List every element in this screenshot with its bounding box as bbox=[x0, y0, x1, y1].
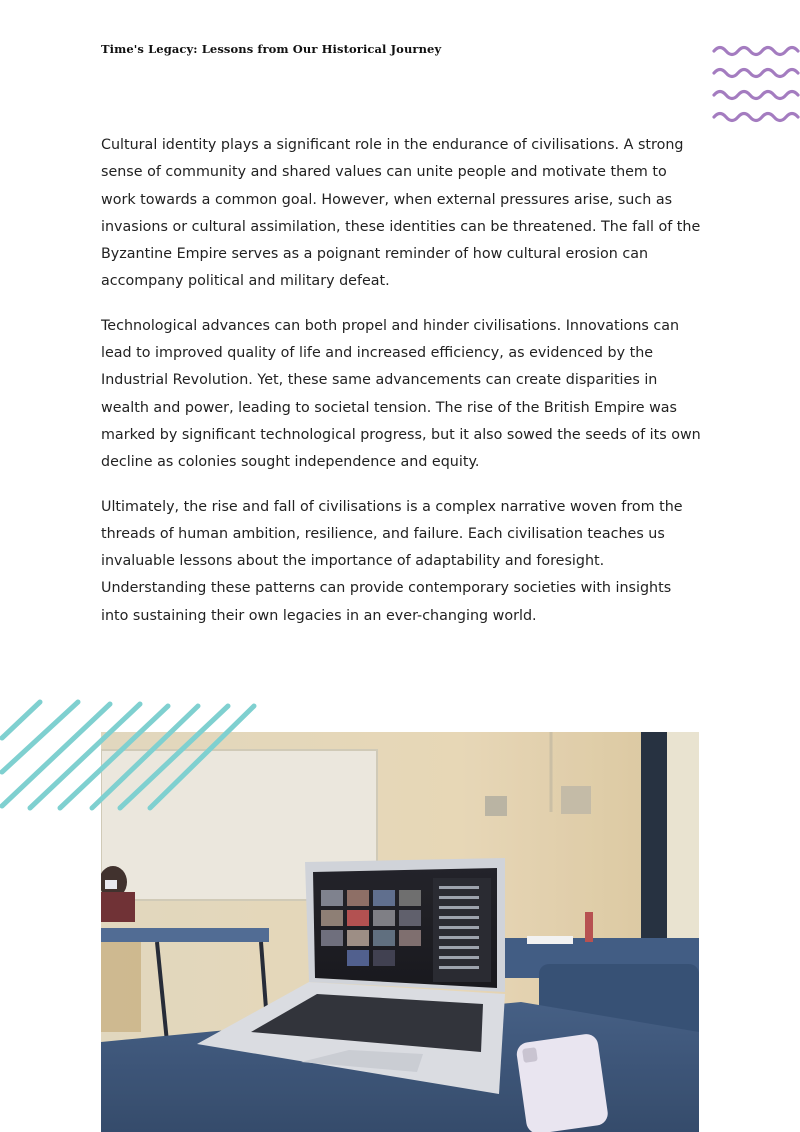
paragraph-conclusion: Ultimately, the rise and fall of civilisations is a complex narrative woven from the threads of human ambition, resilience, and failure. Each civilisation teaches us invaluable lessons about the importance of adaptability and foresight. Understanding these patterns can provide contemporary societies with insights into sustaining their own legacies in an ever-changing world. bbox=[101, 498, 683, 624]
paragraph-cultural-identity: Cultural identity plays a significant role in the endurance of civilisations. A strong sense of community and shared values can unite people and motivate them to work towards a common goal. However, when external pressures arise, such as invasions or cultural assimilation, these identities can be threatened. The fall of the Byzantine Empire serves as a poignant reminder of how cultural erosion can accompany political and military defeat. bbox=[101, 137, 701, 290]
article-body bbox=[101, 132, 701, 647]
paragraph-technological-advances: Technological advances can both propel and hinder civilisations. Innovations can lead to improved quality of life and increased efficiency, as evidenced by the Industrial Revolution. Yet, these same advancements can create disparities in wealth and power, leading to societal tension. The rise of the British Empire was marked by significant technological progress, but it also sowed the seeds of its own decline as colonies sought independence and equity. bbox=[101, 317, 701, 471]
page-header-title: Time's Legacy: Lessons from Our Historical Journey bbox=[101, 42, 442, 56]
diagonal-stripes-decoration bbox=[0, 698, 260, 818]
wave-decoration bbox=[710, 40, 800, 126]
